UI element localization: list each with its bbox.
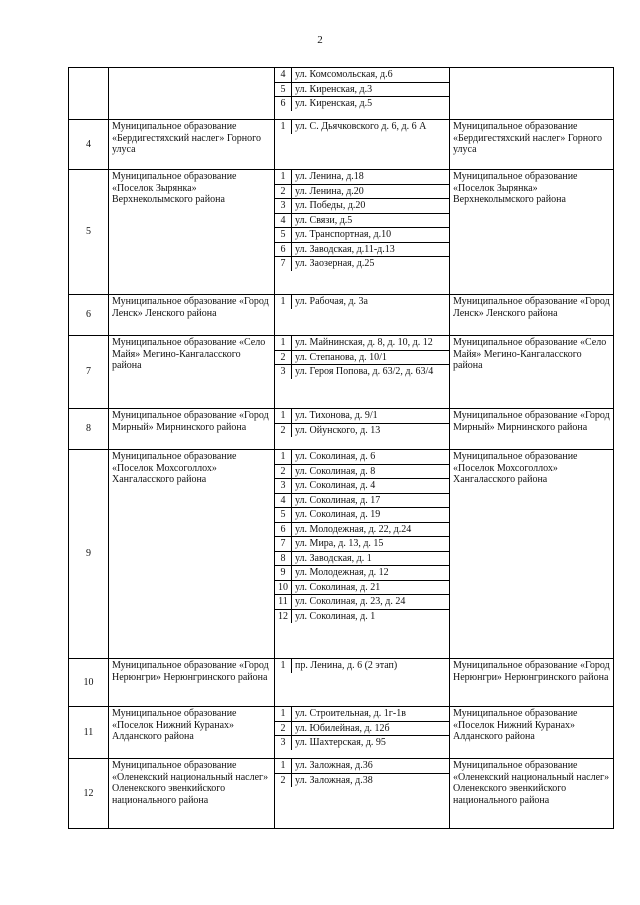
row-number: 4	[69, 120, 109, 170]
address-index: 10	[275, 580, 292, 595]
address-item	[275, 537, 449, 552]
target-municipality: Муниципальное образование «Город Ленск» Ленского района	[450, 295, 614, 336]
target-municipality: Муниципальное образование «Поселок Зырянка» Верхнеколымского района	[450, 170, 614, 295]
address-street: ул. Соколиная, д. 6	[292, 450, 450, 464]
address-item	[275, 365, 449, 379]
address-item	[275, 551, 449, 566]
row-number: 8	[69, 409, 109, 450]
address-index: 1	[275, 409, 292, 423]
address-item	[275, 213, 449, 228]
address-list	[275, 295, 450, 336]
address-item	[275, 493, 449, 508]
address-street: ул. Майнинская, д. 8, д. 10, д. 12	[292, 336, 450, 350]
address-street: ул. Соколиная, д. 23, д. 24	[292, 595, 450, 610]
address-street: ул. Победы, д.20	[292, 199, 450, 214]
address-item	[275, 659, 449, 673]
address-item	[275, 580, 449, 595]
municipality-name: Муниципальное образование «Поселок Зырянка» Верхнеколымского района	[109, 170, 275, 295]
address-street: ул. Ойунского, д. 13	[295, 424, 381, 436]
address-list	[275, 170, 450, 295]
address-index: 3	[275, 479, 292, 494]
target-municipality: Муниципальное образование «Город Мирный» Мирнинского района	[450, 409, 614, 450]
table-row	[69, 336, 614, 409]
row-number: 12	[69, 759, 109, 829]
address-item	[275, 773, 449, 787]
row-number: 5	[69, 170, 109, 295]
address-list	[275, 120, 450, 170]
table-row	[69, 659, 614, 707]
table-row	[69, 759, 614, 829]
row-number: 10	[69, 659, 109, 707]
address-item	[275, 450, 449, 464]
address-item	[275, 609, 449, 623]
address-index: 6	[275, 242, 292, 257]
address-index: 7	[275, 257, 292, 271]
municipality-name: Муниципальное образование «Оленекский национальный наслег» Оленекского эвенкийского национального района	[109, 759, 275, 829]
address-street: ул. Транспортная, д.10	[292, 228, 450, 243]
address-item	[275, 423, 449, 437]
address-index: 1	[275, 120, 292, 134]
page-number: 2	[317, 34, 323, 46]
address-index: 11	[275, 595, 292, 610]
municipality-name: Муниципальное образование «Город Мирный» Мирнинского района	[109, 409, 275, 450]
address-street: ул. Заложная, д.36	[292, 759, 450, 773]
address-item	[275, 184, 449, 199]
target-municipality	[450, 68, 614, 120]
address-street: ул. Киренская, д.3	[292, 82, 450, 97]
address-item	[275, 97, 449, 111]
address-index: 4	[275, 68, 292, 82]
target-municipality: Муниципальное образование «Бердигестяхский наслег» Горного улуса	[450, 120, 614, 170]
address-street: ул. С. Дьячковского д. 6, д. 6 А	[295, 121, 427, 132]
address-index: 12	[275, 609, 292, 623]
table-row	[69, 409, 614, 450]
address-index: 2	[275, 773, 292, 787]
address-index: 7	[275, 537, 292, 552]
address-item	[275, 228, 449, 243]
address-index: 1	[275, 707, 292, 721]
table-body	[69, 68, 614, 829]
address-table	[275, 659, 449, 673]
address-item	[275, 759, 449, 773]
address-index: 3	[275, 199, 292, 214]
address-item	[275, 336, 449, 350]
municipality-name	[109, 68, 275, 120]
address-street: ул. Заводская, д. 1	[292, 551, 450, 566]
address-street: ул. Заозерная, д.25	[295, 258, 375, 269]
address-list	[275, 68, 450, 120]
municipality-name: Муниципальное образование «Поселок Мохсоголлох» Хангаласского района	[109, 450, 275, 659]
address-street: ул. Юбилейная, д. 12б	[292, 721, 450, 736]
address-index: 2	[275, 721, 292, 736]
address-item	[275, 566, 449, 581]
address-street: ул. Соколиная, д. 21	[292, 580, 450, 595]
address-list	[275, 450, 450, 659]
address-street: ул. Соколиная, д. 17	[292, 493, 450, 508]
address-street: пр. Ленина, д. 6 (2 этап)	[295, 660, 398, 671]
table-row	[69, 450, 614, 659]
address-index: 4	[275, 213, 292, 228]
address-item	[275, 479, 449, 494]
address-street: ул. Киренская, д.5	[295, 98, 373, 109]
address-street: ул. Мира, д. 13, д. 15	[292, 537, 450, 552]
address-index: 1	[275, 759, 292, 773]
address-table	[275, 120, 449, 134]
table-row	[69, 68, 614, 120]
address-table	[275, 295, 449, 309]
address-street: ул. Тихонова, д. 9/1	[292, 409, 450, 423]
address-street: ул. Связи, д.5	[292, 213, 450, 228]
address-item	[275, 199, 449, 214]
address-street: ул. Заводская, д.11-д.13	[292, 242, 450, 257]
address-index: 1	[275, 450, 292, 464]
target-municipality: Муниципальное образование «Поселок Мохсоголлох» Хангаласского района	[450, 450, 614, 659]
address-item	[275, 721, 449, 736]
address-item	[275, 295, 449, 309]
address-street: ул. Молодежная, д. 22, д.24	[292, 522, 450, 537]
address-index: 2	[275, 464, 292, 479]
address-street: ул. Степанова, д. 10/1	[292, 350, 450, 365]
address-street: ул. Ленина, д.20	[292, 184, 450, 199]
address-table	[275, 759, 449, 787]
table-row	[69, 120, 614, 170]
address-item	[275, 82, 449, 97]
address-item	[275, 522, 449, 537]
address-index: 2	[275, 423, 292, 437]
address-item	[275, 68, 449, 82]
address-index: 1	[275, 170, 292, 184]
address-index: 8	[275, 551, 292, 566]
address-item	[275, 257, 449, 271]
address-table	[275, 409, 449, 437]
address-table	[275, 707, 449, 750]
address-index: 2	[275, 184, 292, 199]
address-item	[275, 120, 449, 134]
address-street: ул. Шахтерская, д. 95	[295, 737, 386, 748]
address-index: 9	[275, 566, 292, 581]
address-table	[275, 450, 449, 623]
address-street: ул. Молодежная, д. 12	[292, 566, 450, 581]
address-item	[275, 508, 449, 523]
address-table	[275, 336, 449, 379]
address-index: 5	[275, 82, 292, 97]
address-street: ул. Комсомольская, д.6	[292, 68, 450, 82]
address-item	[275, 409, 449, 423]
address-index: 5	[275, 228, 292, 243]
address-street: ул. Соколиная, д. 1	[295, 610, 376, 622]
table-row	[69, 295, 614, 336]
address-item	[275, 242, 449, 257]
address-street: ул. Соколиная, д. 4	[292, 479, 450, 494]
row-number: 11	[69, 707, 109, 759]
row-number: 9	[69, 450, 109, 659]
address-index: 1	[275, 336, 292, 350]
address-table	[275, 68, 449, 111]
address-item	[275, 464, 449, 479]
address-index: 3	[275, 365, 292, 379]
address-list	[275, 659, 450, 707]
municipality-name: Муниципальное образование «Город Ленск» Ленского района	[109, 295, 275, 336]
address-index: 4	[275, 493, 292, 508]
housing-table	[68, 67, 614, 829]
address-street: ул. Героя Попова, д. 63/2, д. 63/4	[295, 366, 434, 377]
row-number: 7	[69, 336, 109, 409]
table-row	[69, 170, 614, 295]
address-list	[275, 336, 450, 409]
target-municipality: Муниципальное образование «Поселок Нижний Куранах» Алданского района	[450, 707, 614, 759]
municipality-name: Муниципальное образование «Город Нерюнгри» Нерюнгринского района	[109, 659, 275, 707]
address-item	[275, 350, 449, 365]
municipality-name: Муниципальное образование «Село Майя» Мегино-Кангаласского района	[109, 336, 275, 409]
address-street: ул. Строительная, д. 1г-1в	[292, 707, 450, 721]
municipality-name: Муниципальное образование «Бердигестяхский наслег» Горного улуса	[109, 120, 275, 170]
municipality-name: Муниципальное образование «Поселок Нижний Куранах» Алданского района	[109, 707, 275, 759]
address-list	[275, 707, 450, 759]
target-municipality: Муниципальное образование «Город Нерюнгри» Нерюнгринского района	[450, 659, 614, 707]
address-index: 3	[275, 736, 292, 750]
address-index: 6	[275, 522, 292, 537]
address-table	[275, 170, 449, 271]
table-row	[69, 707, 614, 759]
row-number: 6	[69, 295, 109, 336]
address-item	[275, 736, 449, 750]
target-municipality: Муниципальное образование «Оленекский национальный наслег» Оленекского эвенкийского национального района	[450, 759, 614, 829]
address-item	[275, 707, 449, 721]
target-municipality: Муниципальное образование «Село Майя» Мегино-Кангаласского района	[450, 336, 614, 409]
address-index: 1	[275, 659, 292, 673]
address-index: 1	[275, 295, 292, 309]
row-number	[69, 68, 109, 120]
address-street: ул. Рабочая, д. 3а	[295, 296, 368, 307]
address-index: 2	[275, 350, 292, 365]
address-street: ул. Заложная, д.38	[295, 774, 373, 786]
address-index: 5	[275, 508, 292, 523]
address-list	[275, 409, 450, 450]
address-list	[275, 759, 450, 829]
address-index: 6	[275, 97, 292, 111]
address-item	[275, 170, 449, 184]
address-item	[275, 595, 449, 610]
address-street: ул. Ленина, д.18	[292, 170, 450, 184]
address-street: ул. Соколиная, д. 8	[292, 464, 450, 479]
address-street: ул. Соколиная, д. 19	[292, 508, 450, 523]
